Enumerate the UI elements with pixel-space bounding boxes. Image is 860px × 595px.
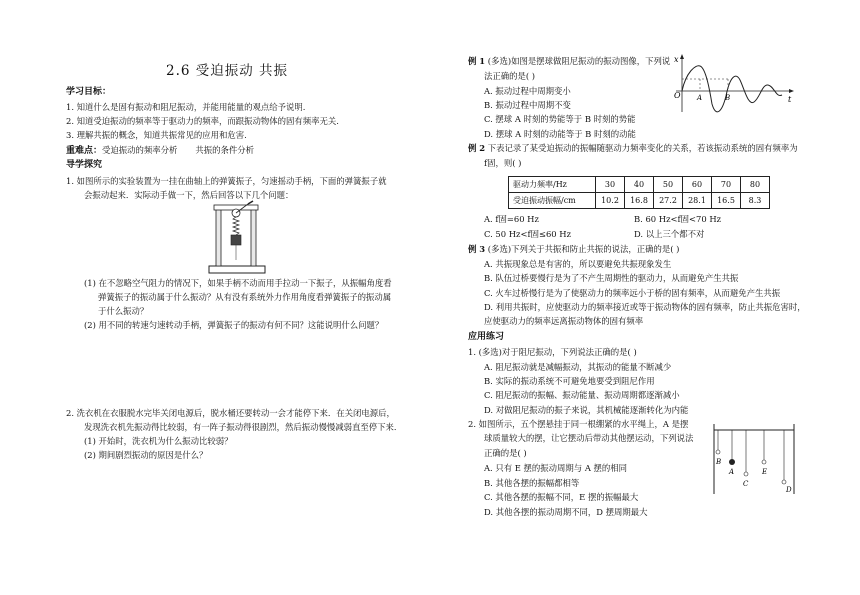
example-text: 法正确的是( ) [484, 71, 536, 81]
example-text: (多选)下列关于共振和防止共振的说法，正确的是( ) [487, 244, 680, 254]
option: D. 利用共振时，应使驱动力的频率接近或等于振动物体的固有频率，防止共振危害时， [484, 302, 806, 312]
graph-point-a: A [697, 94, 703, 102]
key-point: 共振的条件分析 [195, 145, 255, 155]
pendulum-label: A [729, 468, 735, 476]
question-text: 2. 如图所示，五个摆悬挂于同一根绷紧的水平绳上，A 是摆 [468, 419, 689, 429]
example-3-line [468, 244, 679, 255]
table-cell: 50 [654, 177, 683, 193]
option: B. 队伍过桥要慢行是为了不产生周期性的驱动力，从而避免产生共振 [484, 273, 739, 283]
option: C. 50 Hz<f固≤60 Hz [484, 229, 572, 239]
graph-point-b: B [725, 94, 731, 102]
example-2-line [468, 143, 798, 154]
key-points-line [66, 145, 254, 157]
table-cell: 30 [596, 177, 625, 193]
objective-item: 2. 知道受迫振动的频率等于驱动力的频率，而跟振动物体的固有频率无关. [66, 116, 339, 126]
example-label: 例 1 [468, 56, 486, 66]
graph-origin-label: O [674, 91, 681, 100]
option: B. 振动过程中周期不变 [484, 100, 571, 110]
coupled-pendulums-figure [708, 424, 800, 496]
question-text: 1. 如图所示的实验装置为一挂在曲轴上的弹簧振子，匀速摇动手柄，下面的弹簧振子就 [66, 176, 387, 186]
table-cell: 8.3 [741, 193, 770, 209]
example-label: 例 3 [468, 244, 486, 254]
question-text: 2. 洗衣机在衣服脱水完毕关闭电源后，脱水桶还要转动一会才能停下来．在关闭电源后， [66, 408, 395, 418]
sub-question: (2) 用不同的转速匀速转动手柄，弹簧振子的振动有何不同？这能说明什么问题？ [84, 320, 384, 330]
objective-item: 1. 知道什么是固有振动和阻尼振动，并能用能量的观点给予说明. [66, 102, 306, 112]
option: D. 以上三个都不对 [634, 229, 705, 239]
option: C. 阻尼振动的振幅、振动能量、振动周期都逐渐减小 [484, 390, 680, 400]
key-point: 受迫振动的频率分析 [102, 145, 178, 155]
table-cell: 28.1 [683, 193, 712, 209]
table-cell: 70 [712, 177, 741, 193]
frequency-amplitude-table [508, 176, 770, 209]
option: D. 对做阻尼振动的振子来说，其机械能逐渐转化为内能 [484, 405, 689, 415]
table-cell: 60 [683, 177, 712, 193]
option: A. f固=60 Hz [484, 214, 539, 224]
option: D. 摆球 A 时刻的动能等于 B 时刻的动能 [484, 129, 636, 139]
option: D. 其他各摆的振动周期不同，D 摆周期最大 [484, 507, 648, 517]
sub-question: 弹簧振子的振动属于什么振动？从有没有系统外力作用角度看弹簧振子的振动属 [98, 292, 392, 302]
table-header-cell: 驱动力频率/Hz [509, 177, 596, 193]
page-title: 2.6 受迫振动 共振 [166, 63, 289, 79]
guide-header: 导学探究 [66, 160, 103, 170]
question-text: 1. (多选)对于阻尼振动，下列说法正确的是( ) [468, 347, 637, 357]
example-text: (多选)如图是摆球做阻尼振动的振动图像，下列说 [487, 56, 671, 66]
practice-header: 应用练习 [468, 332, 505, 342]
option: A. 共振现象总是有害的，所以要避免共振现象发生 [484, 259, 672, 269]
table-cell: 27.2 [654, 193, 683, 209]
option: B. 实际的振动系统不可避免地要受到阻尼作用 [484, 376, 655, 386]
option: A. 只有 E 摆的振动周期与 A 摆的相同 [484, 463, 628, 473]
table-cell: 10.2 [596, 193, 625, 209]
option: B. 60 Hz<f固<70 Hz [634, 214, 722, 224]
objective-item: 3. 理解共振的概念，知道共振常见的应用和危害. [66, 130, 247, 140]
example-text: f固，则( ) [484, 158, 522, 168]
sub-question: (1) 在不忽略空气阻力的情况下，如果手柄不动而用手拉动一下振子，从振幅角度看 [84, 278, 392, 288]
question-text: 会振动起来．实际动手做一下，然后回答以下几个问题： [84, 190, 294, 200]
question-text: 发现洗衣机先振动得比较弱，有一阵子振动得很剧烈，然后振动慢慢减弱直至停下来． [84, 422, 403, 432]
example-label: 例 2 [468, 143, 486, 153]
option: C. 火车过桥慢行是为了使驱动力的频率远小于桥的固有频率，从而避免产生共振 [484, 288, 781, 298]
damped-vibration-graph [672, 52, 796, 114]
table-row [509, 177, 770, 193]
pendulum-label: E [762, 468, 768, 476]
objectives-header: 学习目标： [66, 87, 112, 97]
option: C. 摆球 A 时刻的势能等于 B 时刻的势能 [484, 114, 636, 124]
table-cell: 80 [741, 177, 770, 193]
option: 应使驱动力的频率远离振动物体的固有频率 [484, 316, 644, 326]
sub-question: (2) 期间剧烈振动的原因是什么？ [84, 450, 208, 460]
example-text: 下表记录了某受迫振动的振幅随驱动力频率变化的关系，若该振动系统的固有频率为 [487, 143, 798, 153]
table-row [509, 193, 770, 209]
table-cell: 16.5 [712, 193, 741, 209]
option: C. 其他各摆的振幅不同，E 摆的振幅最大 [484, 492, 639, 502]
question-text: 球质量较大的摆，让它摆动后带动其他摆运动，下列说法 [484, 433, 694, 443]
example-1-line [468, 56, 670, 67]
question-text: 正确的是( ) [484, 448, 527, 458]
sub-question: 于什么振动？ [98, 306, 149, 316]
table-cell: 16.8 [625, 193, 654, 209]
option: B. 其他各摆的振幅都相等 [484, 478, 580, 488]
table-header-cell: 受迫振动振幅/cm [509, 193, 596, 209]
graph-t-label: t [788, 95, 792, 104]
pendulum-label: D [786, 486, 792, 494]
sub-question: (1) 开始时，洗衣机为什么振动比较弱？ [84, 436, 233, 446]
table-cell: 40 [625, 177, 654, 193]
key-points-label: 重难点： [66, 146, 103, 156]
pendulum-label: C [743, 480, 749, 488]
option: A. 振动过程中周期变小 [484, 86, 571, 96]
spring-oscillator-apparatus-figure [208, 200, 266, 274]
pendulum-label: B [716, 458, 722, 466]
graph-x-label: x [674, 55, 679, 64]
option: A. 阻尼振动就是减幅振动，其振动的能量不断减少 [484, 362, 672, 372]
